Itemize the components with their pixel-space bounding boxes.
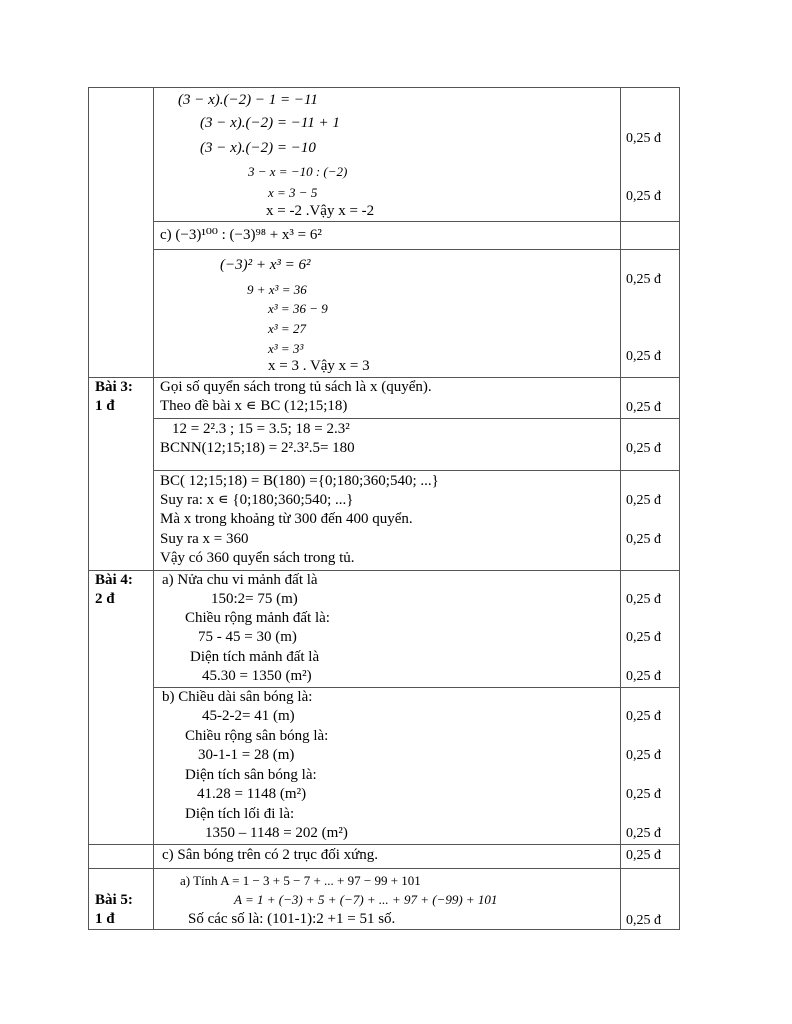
table-border-left (88, 87, 89, 930)
equation-line: 9 + x³ = 36 (247, 282, 307, 297)
solution-line: Diện tích sân bóng là: (185, 767, 317, 783)
solution-line: Suy ra: x ∊ {0;180;360;540; ...} (160, 492, 354, 508)
equation-line: (3 − x).(−2) − 1 = −11 (178, 92, 318, 108)
solution-line: c) Sân bóng trên có 2 trục đối xứng. (162, 847, 378, 863)
score-cell: 0,25 đ (626, 532, 661, 547)
score-cell: 0,25 đ (626, 709, 661, 724)
table-border-top (88, 87, 680, 88)
solution-line: 45.30 = 1350 (m²) (202, 668, 312, 684)
solution-line: Suy ra x = 360 (160, 531, 249, 547)
score-cell: 0,25 đ (626, 493, 661, 508)
score-cell: 0,25 đ (626, 441, 661, 456)
solution-line: Chiều rộng sân bóng là: (185, 728, 329, 744)
row-divider (88, 377, 680, 378)
problem-score: 1 đ (95, 398, 115, 414)
score-cell: 0,25 đ (626, 826, 661, 841)
score-cell: 0,25 đ (626, 131, 661, 146)
equation-line: x³ = 3³ (268, 341, 304, 356)
score-cell: 0,25 đ (626, 272, 661, 287)
table-border-bottom (88, 929, 680, 930)
row-divider (153, 221, 680, 222)
row-divider (153, 418, 680, 419)
question-c: c) (−3)¹⁰⁰ : (−3)⁹⁸ + x³ = 6² (160, 227, 322, 243)
equation-line: x³ = 27 (268, 321, 306, 336)
solution-line: Diện tích lối đi là: (185, 806, 295, 822)
row-divider (88, 844, 680, 845)
problem-label: Bài 3: (95, 379, 133, 395)
row-divider (153, 249, 680, 250)
equation-line: x = 3 − 5 (268, 185, 318, 200)
equation-line: (−3)² + x³ = 6² (220, 257, 311, 273)
solution-line: BC( 12;15;18) = B(180) ={0;180;360;540; ...} (160, 473, 439, 489)
row-divider (88, 868, 680, 869)
equation-line: 3 − x = −10 : (−2) (248, 164, 348, 179)
solution-line: a) Nửa chu vi mảnh đất là (162, 572, 318, 588)
table-border-right (679, 87, 680, 930)
row-divider (88, 570, 680, 571)
solution-line: 30-1-1 = 28 (m) (198, 747, 295, 763)
equation-result: x = 3 . Vậy x = 3 (268, 358, 370, 374)
score-cell: 0,25 đ (626, 669, 661, 684)
row-divider (153, 470, 680, 471)
problem-score: 2 đ (95, 591, 115, 607)
problem-label: Bài 5: (95, 892, 133, 908)
table-col-divider-2 (620, 87, 621, 930)
score-cell: 0,25 đ (626, 913, 661, 928)
table-col-divider-1 (153, 87, 154, 930)
score-cell: 0,25 đ (626, 189, 661, 204)
solution-line: 150:2= 75 (m) (211, 591, 298, 607)
score-cell: 0,25 đ (626, 748, 661, 763)
equation-result: x = -2 .Vậy x = -2 (266, 203, 375, 219)
solution-line: 12 = 2².3 ; 15 = 3.5; 18 = 2.3² (172, 421, 350, 437)
score-cell: 0,25 đ (626, 630, 661, 645)
solution-line: 75 - 45 = 30 (m) (198, 629, 297, 645)
solution-line: Số các số là: (101-1):2 +1 = 51 số. (188, 911, 396, 927)
equation-line: (3 − x).(−2) = −10 (200, 140, 316, 156)
score-cell: 0,25 đ (626, 592, 661, 607)
solution-line: Diện tích mảnh đất là (190, 649, 320, 665)
solution-line: Mà x trong khoảng từ 300 đến 400 quyển. (160, 511, 413, 527)
solution-line: b) Chiều dài sân bóng là: (162, 689, 313, 705)
score-cell: 0,25 đ (626, 787, 661, 802)
solution-line: 41.28 = 1148 (m²) (197, 786, 307, 802)
score-cell: 0,25 đ (626, 848, 661, 863)
equation-line: (3 − x).(−2) = −11 + 1 (200, 115, 340, 131)
equation-line: A = 1 + (−3) + 5 + (−7) + ... + 97 + (−99) + 101 (234, 892, 498, 907)
solution-line: Vậy có 360 quyển sách trong tủ. (160, 550, 355, 566)
problem-label: Bài 4: (95, 572, 133, 588)
score-cell: 0,25 đ (626, 400, 661, 415)
row-divider (153, 687, 680, 688)
solution-line: Theo đề bài x ∊ BC (12;15;18) (160, 398, 348, 414)
problem-score: 1 đ (95, 911, 115, 927)
equation-line: x³ = 36 − 9 (268, 301, 328, 316)
solution-line: a) Tính A = 1 − 3 + 5 − 7 + ... + 97 − 99 + 101 (180, 873, 421, 888)
solution-line: Chiều rộng mảnh đất là: (185, 610, 330, 626)
score-cell: 0,25 đ (626, 349, 661, 364)
solution-line: 45-2-2= 41 (m) (202, 708, 295, 724)
solution-line: Gọi số quyển sách trong tủ sách là x (quyển). (160, 379, 432, 395)
solution-line: BCNN(12;15;18) = 2².3².5= 180 (160, 440, 355, 456)
solution-line: 1350 – 1148 = 202 (m²) (205, 825, 348, 841)
